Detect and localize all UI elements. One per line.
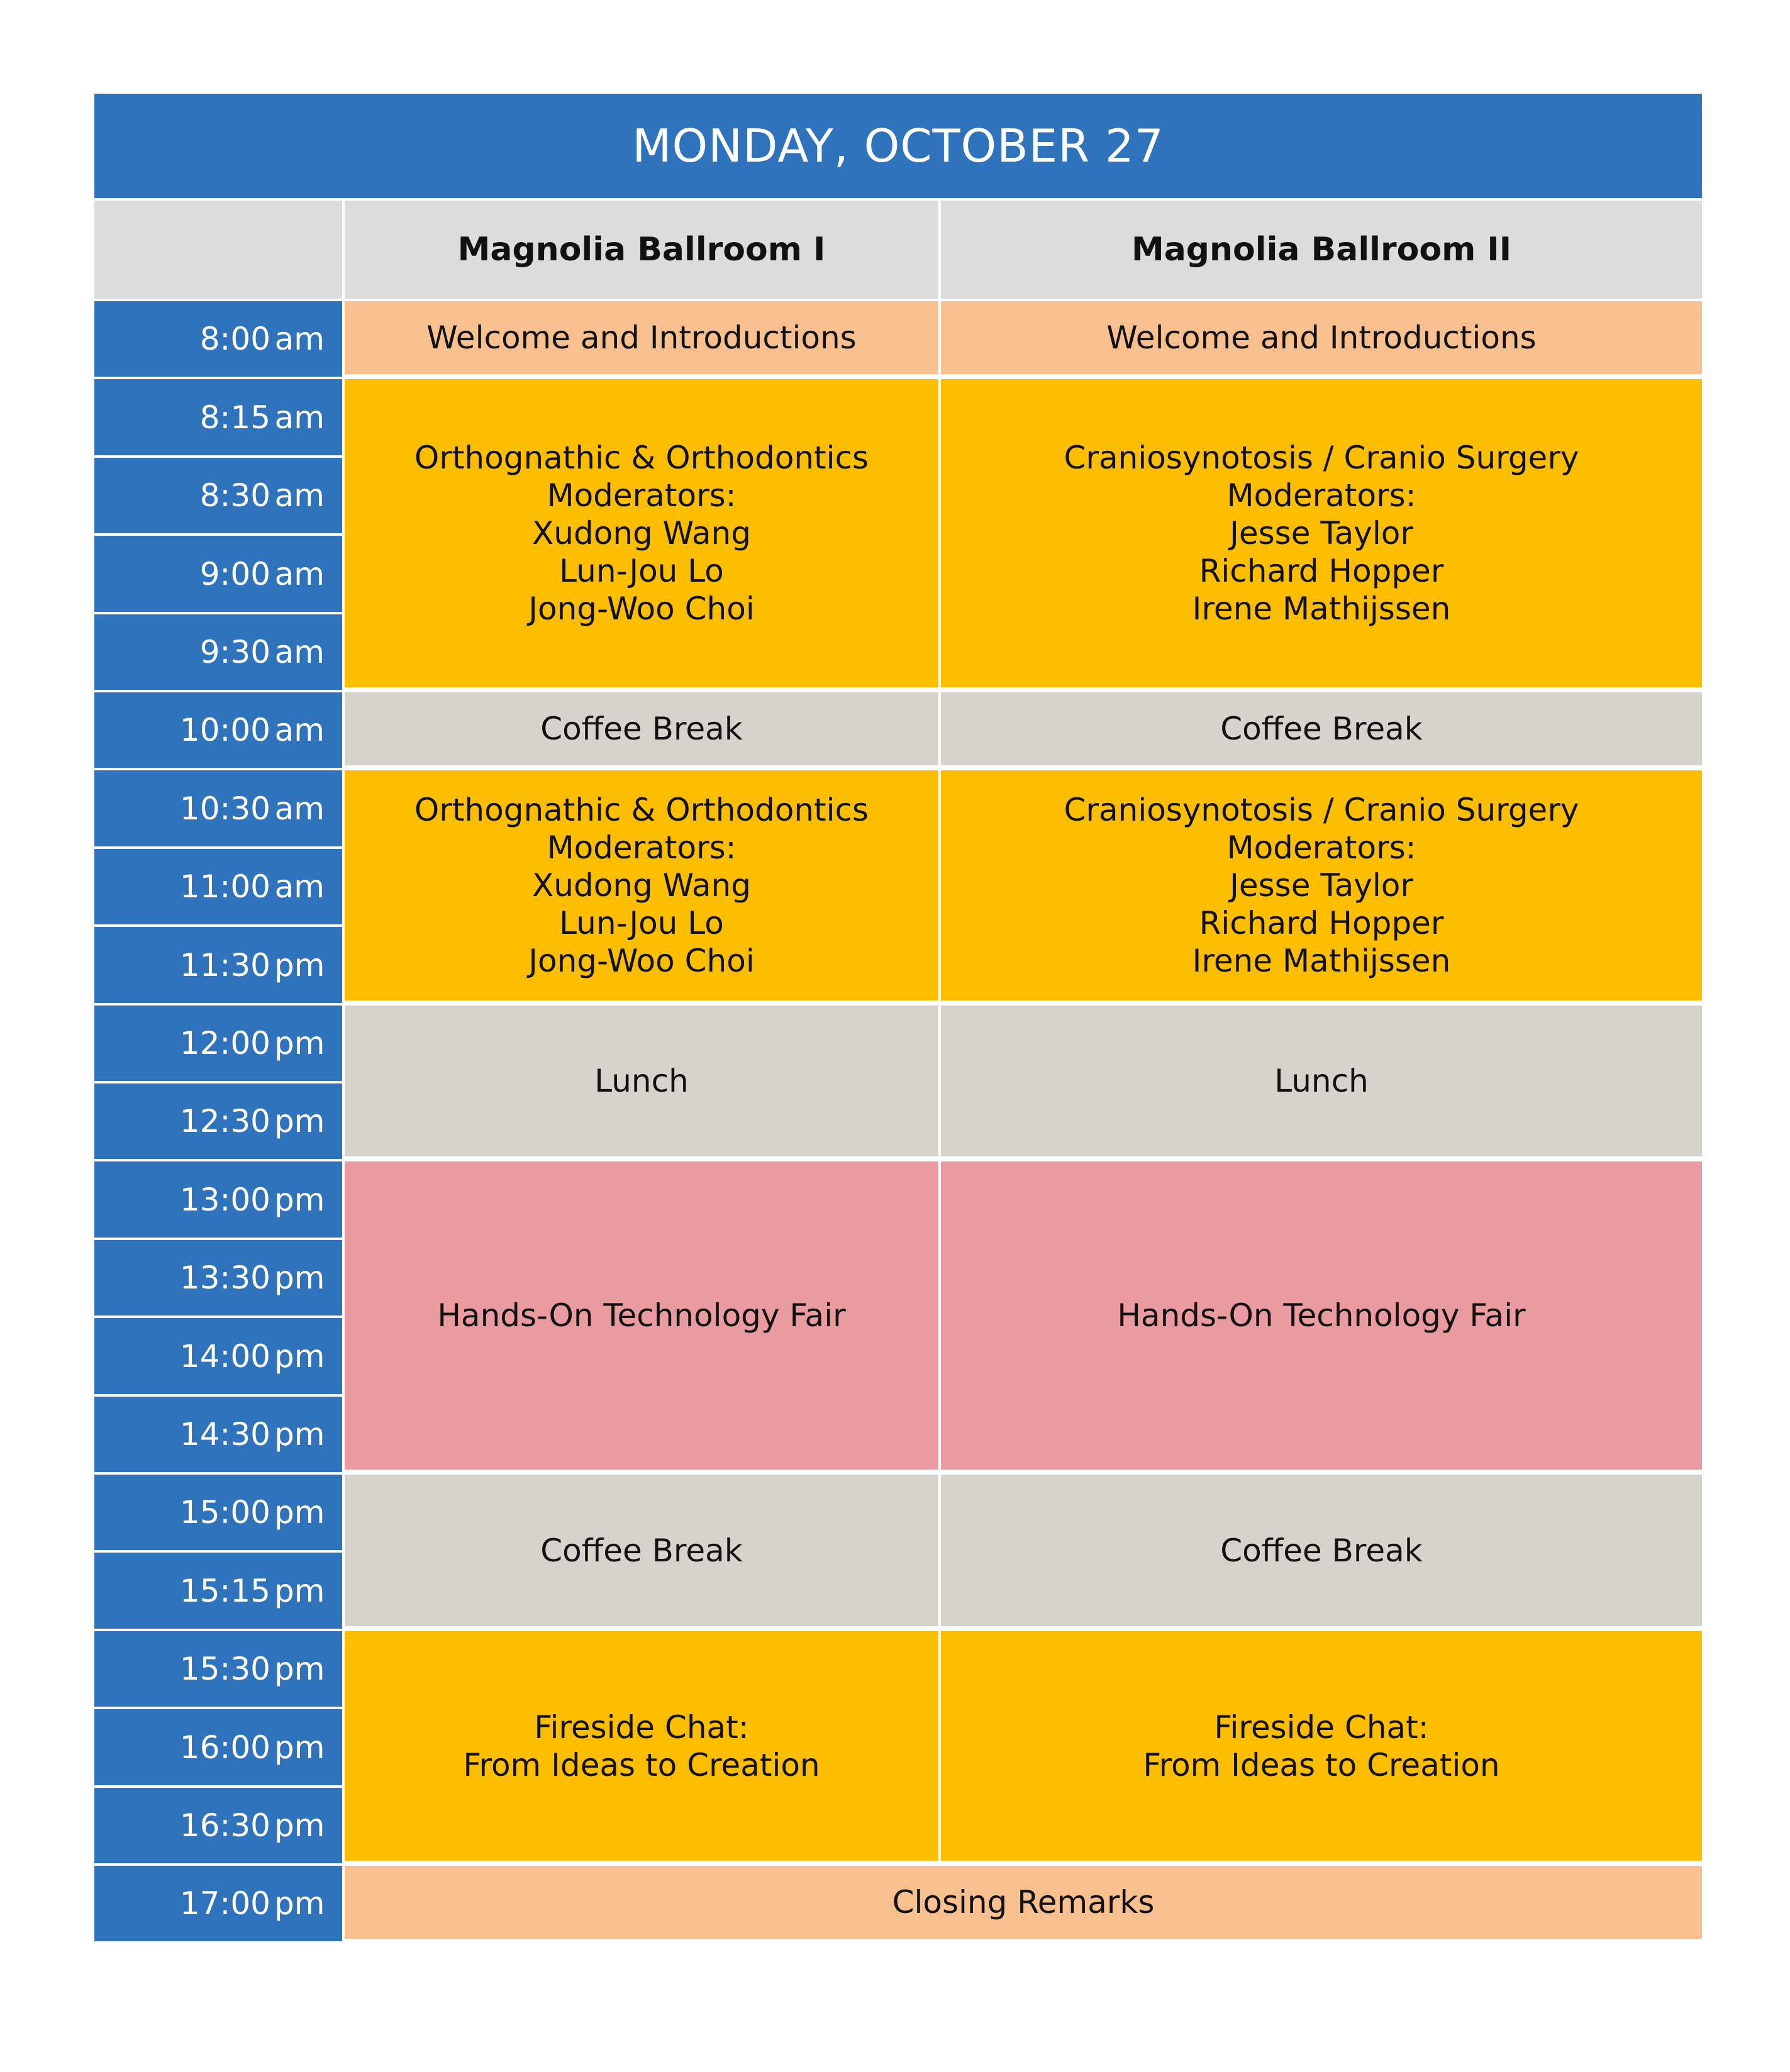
- ampm-label: pm: [274, 1885, 325, 1922]
- session-line: Coffee Break: [540, 1532, 743, 1569]
- schedule-table: [94, 94, 1702, 1953]
- session-line: Fireside Chat:: [534, 1709, 749, 1746]
- ampm-label: pm: [274, 1416, 325, 1453]
- ampm-label: am: [274, 712, 325, 748]
- ampm-label: pm: [274, 1651, 325, 1687]
- session-block: [345, 1475, 938, 1626]
- session-line: Craniosynotosis / Cranio Surgery: [1064, 440, 1579, 476]
- time-slot: [94, 1240, 342, 1316]
- time-slot: [94, 1788, 342, 1863]
- ampm-label: am: [274, 555, 325, 592]
- session-line: Craniosynotosis / Cranio Surgery: [1064, 792, 1579, 828]
- time-slot: [94, 536, 342, 612]
- session-line: Welcome and Introductions: [1106, 319, 1537, 356]
- time-slot: [94, 1397, 342, 1472]
- time-label: 13:00: [179, 1181, 270, 1218]
- room-header: Magnolia Ballroom II: [941, 201, 1702, 299]
- session-line: Coffee Break: [1220, 711, 1423, 747]
- session-line: Moderators:: [547, 477, 737, 514]
- time-label: 14:00: [179, 1338, 270, 1375]
- session-line: Jong-Woo Choi: [528, 943, 755, 979]
- session-line: Lunch: [594, 1063, 689, 1099]
- session-line: Hands-On Technology Fair: [1117, 1297, 1526, 1334]
- time-label: 8:15: [199, 399, 270, 436]
- time-slot: [94, 692, 342, 768]
- ampm-label: pm: [274, 946, 325, 983]
- schedule-title: MONDAY, OCTOBER 27: [94, 94, 1702, 198]
- session-line: Xudong Wang: [532, 867, 751, 904]
- session-block: [941, 692, 1702, 765]
- time-label: 11:00: [179, 868, 270, 905]
- ampm-label: pm: [274, 1025, 325, 1061]
- ampm-label: pm: [274, 1103, 325, 1139]
- session-block: [941, 1475, 1702, 1626]
- session-line: Hands-On Technology Fair: [437, 1297, 846, 1334]
- ampm-label: am: [274, 477, 325, 514]
- time-slot: [94, 1631, 342, 1707]
- header-corner: [94, 201, 342, 299]
- session-line: Orthognathic & Orthodontics: [414, 792, 869, 828]
- time-slot: [94, 1161, 342, 1238]
- ampm-label: am: [274, 399, 325, 436]
- ampm-label: pm: [274, 1494, 325, 1531]
- session-block: [941, 1161, 1702, 1470]
- time-label: 15:30: [179, 1651, 270, 1687]
- time-slot: [94, 1475, 342, 1550]
- ampm-label: am: [274, 321, 325, 357]
- ampm-label: am: [274, 790, 325, 827]
- time-label: 15:00: [179, 1494, 270, 1531]
- session-block: [345, 1161, 938, 1470]
- time-label: 9:30: [199, 634, 270, 670]
- ampm-label: pm: [274, 1807, 325, 1844]
- time-slot: [94, 1006, 342, 1081]
- time-slot: [94, 1709, 342, 1785]
- time-label: 13:30: [179, 1260, 270, 1296]
- time-slot: [94, 1553, 342, 1629]
- time-label: 16:00: [179, 1729, 270, 1766]
- session-line: Xudong Wang: [532, 515, 751, 551]
- session-line: Moderators:: [1226, 829, 1416, 866]
- ampm-label: pm: [274, 1572, 325, 1609]
- session-line: Moderators:: [1226, 477, 1416, 514]
- time-label: 15:15: [179, 1572, 270, 1609]
- session-block: [941, 770, 1702, 1000]
- time-label: 16:30: [179, 1807, 270, 1844]
- session-block: [345, 1866, 1702, 1939]
- session-line: Fireside Chat:: [1214, 1709, 1429, 1746]
- session-line: Closing Remarks: [892, 1884, 1155, 1920]
- time-label: 14:30: [179, 1416, 270, 1453]
- session-line: Lun-Jou Lo: [559, 905, 724, 941]
- session-line: Moderators:: [547, 829, 737, 866]
- session-line: Jesse Taylor: [1230, 867, 1413, 904]
- time-label: 11:30: [179, 946, 270, 983]
- session-block: [941, 1006, 1702, 1156]
- time-label: 17:00: [179, 1885, 270, 1922]
- time-label: 8:30: [199, 477, 270, 514]
- session-line: From Ideas to Creation: [463, 1746, 820, 1783]
- time-slot: [94, 1083, 342, 1159]
- ampm-label: am: [274, 868, 325, 905]
- session-line: Coffee Break: [1220, 1532, 1423, 1569]
- time-slot: [94, 849, 342, 924]
- time-slot: [94, 770, 342, 846]
- session-line: Lun-Jou Lo: [559, 553, 724, 589]
- time-slot: [94, 458, 342, 533]
- ampm-label: pm: [274, 1181, 325, 1218]
- time-slot: [94, 1866, 342, 1941]
- session-block: [941, 379, 1702, 687]
- time-slot: [94, 927, 342, 1003]
- session-line: Jesse Taylor: [1230, 515, 1413, 551]
- session-line: Welcome and Introductions: [426, 319, 857, 356]
- session-block: [345, 1006, 938, 1156]
- session-block: [345, 770, 938, 1000]
- ampm-label: pm: [274, 1729, 325, 1766]
- ampm-label: am: [274, 634, 325, 670]
- time-label: 12:00: [179, 1025, 270, 1061]
- time-label: 9:00: [199, 555, 270, 592]
- session-line: Irene Mathijssen: [1192, 943, 1451, 979]
- session-block: [345, 692, 938, 765]
- session-line: Richard Hopper: [1199, 553, 1444, 589]
- session-line: From Ideas to Creation: [1143, 1746, 1500, 1783]
- session-block: [345, 1631, 938, 1861]
- time-slot: [94, 301, 342, 377]
- session-line: Orthognathic & Orthodontics: [414, 440, 869, 476]
- time-label: 8:00: [199, 321, 270, 357]
- session-block: [345, 379, 938, 687]
- session-line: Irene Mathijssen: [1192, 590, 1451, 627]
- session-line: Coffee Break: [540, 711, 743, 747]
- session-line: Richard Hopper: [1199, 905, 1444, 941]
- time-label: 12:30: [179, 1103, 270, 1139]
- session-line: Lunch: [1274, 1063, 1369, 1099]
- session-line: Jong-Woo Choi: [528, 590, 755, 627]
- room-header: Magnolia Ballroom I: [345, 201, 938, 299]
- time-label: 10:30: [179, 790, 270, 827]
- ampm-label: pm: [274, 1338, 325, 1375]
- time-slot: [94, 1318, 342, 1394]
- ampm-label: pm: [274, 1260, 325, 1296]
- time-label: 10:00: [179, 712, 270, 748]
- session-block: [941, 301, 1702, 374]
- time-slot: [94, 379, 342, 455]
- session-block: [941, 1631, 1702, 1861]
- session-block: [345, 301, 938, 374]
- time-slot: [94, 614, 342, 690]
